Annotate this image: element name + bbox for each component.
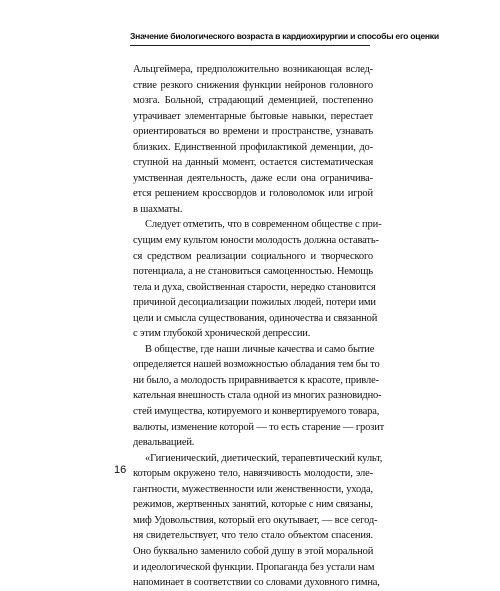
text-line: гантности, мужественности или женственности, ухода, — [133, 483, 373, 495]
text-line: напоминает в соответствии со словами духовного гимна, — [133, 577, 380, 589]
text-line: цели и смысла существования, одиночества и связанной — [133, 312, 378, 324]
text-line: определяется нашей возможностью обладания тем бы то — [133, 359, 380, 371]
text-line: ется решением кроссвордов и головоломок или игрой — [133, 188, 373, 200]
running-header — [130, 31, 439, 46]
text-line: кательная внешность стала одной из многих разновидно- — [133, 390, 382, 402]
text-line: ни было, а молодость приравнивается к красоте, привле- — [133, 374, 379, 386]
text-line: валюты, изменение которой — то есть старение — грозит — [133, 421, 385, 433]
text-line: ступной на данный момент, остается систематическая — [133, 157, 373, 169]
text-line: ся средством реализации социального и творческого — [133, 250, 373, 262]
page-number: 16 — [114, 464, 127, 476]
text-line: ня свидетельствует, что тело стало объектом спасения. — [133, 530, 373, 542]
text-line: стей имущества, котируемого и конвертируемого товара, — [133, 406, 380, 418]
text-line: в шахматы. — [133, 203, 183, 215]
text-line: миф Удовольствия, который его окутывает, — все сегод- — [133, 514, 378, 526]
text-line: мозга. Больной, страдающий деменцией, постепенно — [133, 95, 373, 107]
running-header-title: Значение биологического возраста в кардиохирургии и способы его оценки — [130, 31, 439, 41]
text-line: сущим ему культом юности молодость должна оставать- — [133, 235, 379, 247]
text-line: с этим глубокой хронической депрессии. — [133, 328, 311, 340]
text-line: и идеологической функции. Пропаганда без устали нам — [133, 561, 375, 573]
text-line: режимов, жертвенных занятий, которые с ним связаны, — [133, 499, 373, 511]
paragraph — [133, 342, 385, 451]
text-line: которым окружено тело, навязчивость молодости, эле- — [133, 468, 373, 480]
text-line: близких. Единственной профилактикой деменции, до- — [133, 141, 373, 153]
paragraph — [133, 451, 383, 591]
text-line: ствие резкого снижения функции нейронов головного — [133, 79, 373, 91]
text-line: утрачивает элементарные бытовые навыки, перестает — [133, 110, 373, 122]
body-text — [133, 62, 385, 591]
text-line: умственная деятельность, даже если она ограничива- — [133, 172, 373, 184]
paragraph — [133, 217, 382, 341]
text-line: Оно буквально заменило собой душу в этой моральной — [133, 545, 374, 557]
text-line: потенциала, а не становиться самоценностью. Немощь — [133, 266, 373, 278]
paragraph — [133, 62, 373, 217]
text-line: причиной десоциализации пожилых людей, потери ими — [133, 297, 376, 309]
text-line: тела и духа, свойственная старости, нередко становится — [133, 281, 376, 293]
text-line: Следует отметить, что в современном обществе с при- — [145, 219, 382, 231]
text-line: «Гигиенический, диетический, терапевтический культ, — [145, 452, 383, 464]
text-line: В обществе, где наши личные качества и само бытие — [145, 343, 375, 355]
text-line: ориентироваться во времени и пространстве, узнавать — [133, 126, 373, 138]
text-line: Альцгеймера, предположительно возникающая вслед- — [133, 64, 373, 75]
text-line: девальвацией. — [133, 437, 195, 449]
